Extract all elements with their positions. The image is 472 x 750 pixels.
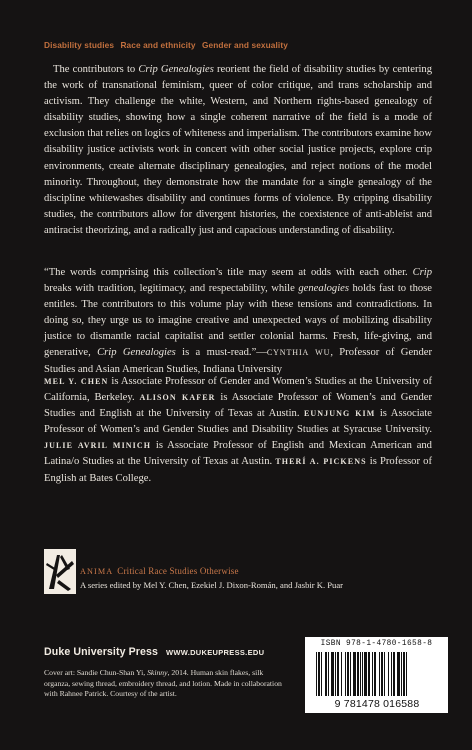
editor-bio: is Associate Professor of Women’s and Gender Studies and English at the University of Texas at Austin. [44, 392, 432, 420]
description-text: The contributors to [53, 64, 139, 75]
series-title [80, 566, 343, 576]
book-description [44, 62, 432, 239]
series-block [44, 549, 444, 599]
credit-artwork-title: Skinny [147, 668, 168, 677]
subject-categories [44, 40, 288, 50]
series-name: Critical Race Studies Otherwise [117, 566, 239, 576]
editor-bio: is Associate Professor of Gender and Women’s Studies at the University of California, Berkeley. [44, 376, 432, 404]
blurb-text: holds fast to those entitles. The contributors to this volume play with these tensions and contradictions. In doing so, they urge us to imagine creative and unexpected ways of mobilizing disability justice to dismantle racial capitalist and settler colonial harms. Fresh, life-giving, and generative, [44, 283, 432, 359]
blurb-attribution-role: , Professor of Gender Studies and Asian American Studies, Indiana University [44, 347, 432, 375]
editor-bio: is Professor of English at Bates College. [44, 456, 432, 484]
barcode-bars-icon [316, 652, 436, 696]
blurb-attribution-name: CYNTHIA WU [266, 348, 331, 358]
editor-bios [44, 374, 432, 487]
publisher-url: WWW.DUKEUPRESS.EDU [165, 648, 265, 657]
category-disability-studies: Disability studies [44, 40, 115, 50]
editor-name: ALISON KAFER [139, 393, 216, 403]
category-race-ethnicity: Race and ethnicity [120, 40, 196, 50]
blurb-text: “The words comprising this collection’s title may seem at odds with each other. [44, 267, 413, 278]
credit-text: Cover art: Sandie Chun-Shan Yi, [44, 668, 148, 677]
blurb-book-title: Crip Genealogies [97, 347, 176, 359]
editor-name: THERÍ A. PICKENS [275, 457, 367, 467]
publisher-name: Duke University Press [44, 646, 158, 658]
editor-name: MEL Y. CHEN [44, 377, 109, 386]
description-text-rest: reorient the field of disability studies by centering the work of transnational feminism, queer of color critique, and trans scholarship and activism. They challenge the white, Western, and Northern rights-based genealogy of disability studies, showing how a single coherent narrative of the field is a mode of exclusion that relies on logics of whiteness and imperialism. The contributors examine how disability justice activists work in concert with other social justice projects, explore crip environments, create alternate disciplinary genealogies, and reject notions of the model minority. Throughout, they demonstrate how the mandate for a single genealogy of the discipline whitewashes disability and continues forms of violence. By cripping disability studies, the contributors allow for divergent histories, the coexistence of anti-ableist and antiracist theorizing, and a radically just and capacious understanding of disability. [44, 64, 433, 236]
description-book-title: Crip Genealogies [138, 64, 214, 75]
series-brand: ANIMA [80, 567, 114, 576]
endorsement-blurb [44, 265, 432, 378]
credit-text-rest: , 2014. Human skin flakes, silk organza, sewing thread, embroidery thread, and lotion. Made in collaboration with Rahnee Patrick. Courtesy of the artist. [44, 668, 282, 699]
editor-name: JULIE AVRIL MINICH [44, 441, 152, 451]
category-gender-sexuality: Gender and sexuality [201, 40, 288, 50]
isbn-label: ISBN 978-1-4780-1658-8 [320, 640, 433, 648]
blurb-term-genealogies: genealogies [298, 283, 349, 295]
editor-name: EUNJUNG KIM [303, 409, 376, 419]
blurb-text: breaks with tradition, legitimacy, and respectability, while [44, 283, 299, 295]
anima-logo-icon [44, 549, 76, 594]
barcode-digits: 9 781478 016588 [334, 698, 420, 710]
editor-bio: is Associate Professor of English and Mexican American and Latina/o Studies at the University of Texas at Austin. [44, 440, 432, 468]
blurb-text: is a must-read.”— [175, 347, 267, 359]
blurb-term-crip: Crip [412, 267, 432, 278]
cover-art-credit [44, 668, 289, 700]
publisher-line [44, 642, 264, 660]
isbn-barcode [305, 637, 448, 713]
series-editors: A series edited by Mel Y. Chen, Ezekiel J. Dixon-Román, and Jasbir K. Puar [80, 580, 344, 590]
editor-bio: is Associate Professor of Women’s and Gender Studies and Disability Studies at Syracuse University. [44, 408, 432, 436]
